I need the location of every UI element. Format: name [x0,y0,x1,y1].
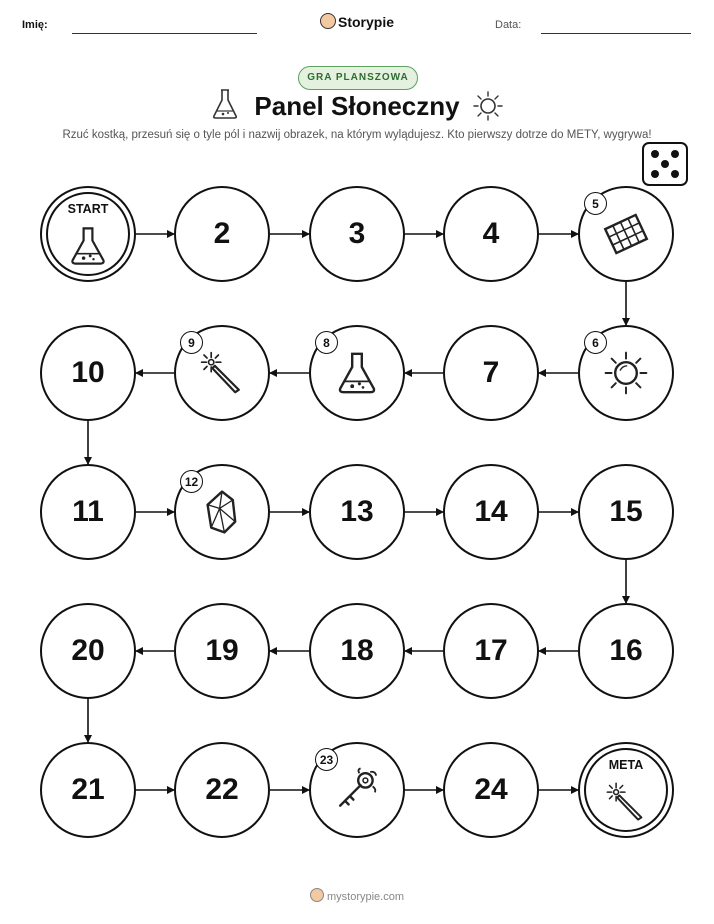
space-number: 21 [71,773,105,806]
magic-wand-icon [198,349,246,402]
board-space-19 [174,603,270,699]
space-number: 17 [474,634,508,667]
footer-url: mystorypie.com [326,891,405,903]
board-space-6 [578,325,674,421]
flask-icon [333,349,381,402]
board-space-16 [578,603,674,699]
space-number: 7 [482,356,500,389]
crystal-icon [198,488,246,541]
sun-icon [602,349,650,402]
space-number-badge: 5 [584,192,607,215]
board-space-20 [40,603,136,699]
space-number: 16 [609,634,643,667]
space-number-badge: 9 [180,331,203,354]
board-space-start [40,186,136,282]
space-number: 24 [474,773,508,806]
space-number: 11 [72,495,104,528]
space-number: 13 [340,495,374,528]
magic-wand-icon [604,780,648,829]
instructions: Rzuć kostką, przesuń się o tyle pól i nazwij obrazek, na którym wylądujesz. Kto pierwszy dotrze do METY, wygrywa! [62,129,652,141]
board-space-meta [578,742,674,838]
board-space-9 [174,325,270,421]
space-number-badge: 23 [315,748,338,771]
board-space-21 [40,742,136,838]
space-number: 14 [474,495,508,528]
game-type-badge: GRA PLANSZOWA [298,66,418,90]
space-number: 22 [205,773,239,806]
space-number-badge: 8 [315,331,338,354]
space-number: 10 [71,356,105,389]
space-number: 15 [609,495,643,528]
bear-logo-icon [310,888,324,902]
solar-panel-icon [602,210,650,263]
space-number: 4 [482,217,500,250]
board-space-12 [174,464,270,560]
board-space-14 [443,464,539,560]
board-space-5 [578,186,674,282]
space-number: 18 [340,634,374,667]
space-label: START [67,202,109,216]
board-space-15 [578,464,674,560]
board-space-13 [309,464,405,560]
board-space-23 [309,742,405,838]
board-space-8 [309,325,405,421]
date-label: Data: [495,19,522,31]
space-number: 20 [71,634,105,667]
board-space-4 [443,186,539,282]
name-label: Imię: [22,19,48,31]
space-number: 3 [348,217,366,250]
footer [0,888,714,903]
board-space-11 [40,464,136,560]
space-number: 19 [205,634,239,667]
flask-icon [66,224,110,273]
board-space-7 [443,325,539,421]
board-space-22 [174,742,270,838]
board-space-18 [309,603,405,699]
brand-name: Storypie [337,14,394,30]
board-space-2 [174,186,270,282]
space-label: META [608,758,644,772]
space-number-badge: 12 [180,470,203,493]
board-space-3 [309,186,405,282]
board-space-10 [40,325,136,421]
board-space-24 [443,742,539,838]
page-title: Panel Słoneczny [254,91,460,121]
space-number: 2 [213,217,231,250]
board-space-17 [443,603,539,699]
space-number-badge: 6 [584,331,607,354]
key-icon [333,766,381,819]
